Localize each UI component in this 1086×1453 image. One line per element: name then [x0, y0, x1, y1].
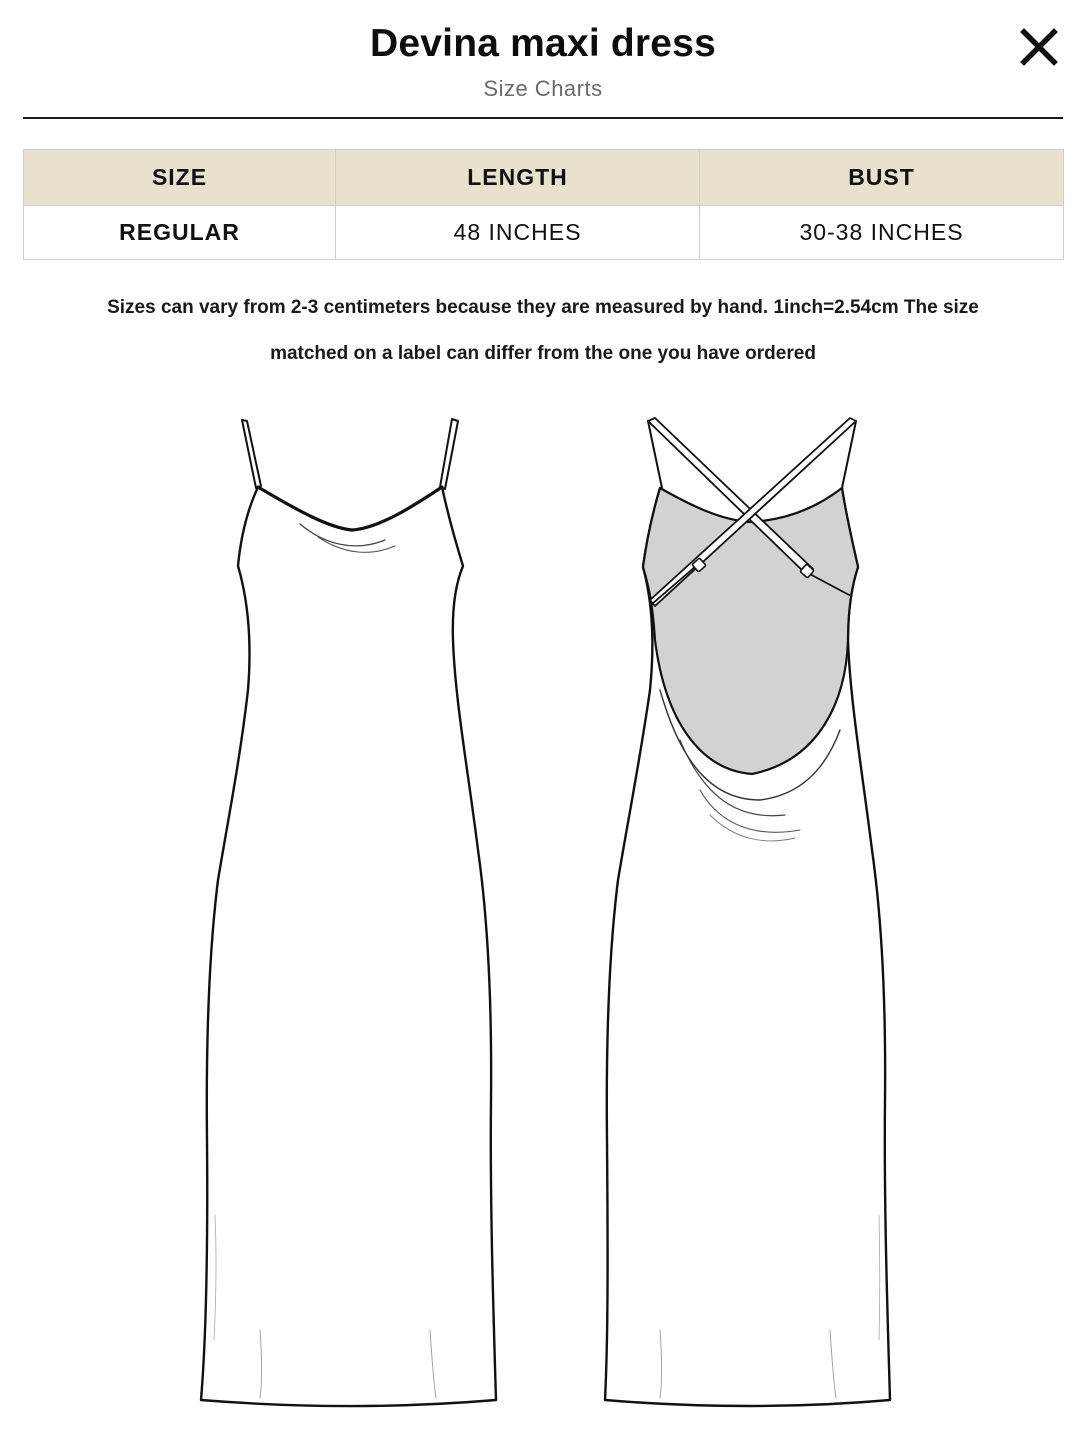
- cell-size: REGULAR: [24, 206, 336, 260]
- dress-front-icon: [201, 419, 496, 1406]
- size-chart-table: [23, 149, 1064, 260]
- note-line-1: Sizes can vary from 2-3 centimeters because they are measured by hand. 1inch=2.54cm The size: [107, 297, 979, 318]
- dress-illustration: [0, 400, 1086, 1448]
- modal-header: [0, 0, 1086, 120]
- dress-back-icon: [605, 418, 890, 1406]
- size-charts-subtitle: Size Charts: [483, 76, 603, 101]
- close-button[interactable]: [1016, 24, 1062, 70]
- column-header-size: SIZE: [24, 150, 336, 206]
- close-icon[interactable]: [1016, 24, 1062, 70]
- table-header-row: [24, 150, 1064, 206]
- measurement-note: [40, 285, 1046, 377]
- cell-length: 48 INCHES: [336, 206, 700, 260]
- table-row: [24, 206, 1064, 260]
- cell-bust: 30-38 INCHES: [700, 206, 1064, 260]
- product-title: Devina maxi dress: [370, 22, 716, 65]
- note-line-2: matched on a label can differ from the one you have ordered: [270, 343, 816, 364]
- column-header-bust: BUST: [700, 150, 1064, 206]
- column-header-length: LENGTH: [336, 150, 700, 206]
- header-divider: [23, 117, 1063, 119]
